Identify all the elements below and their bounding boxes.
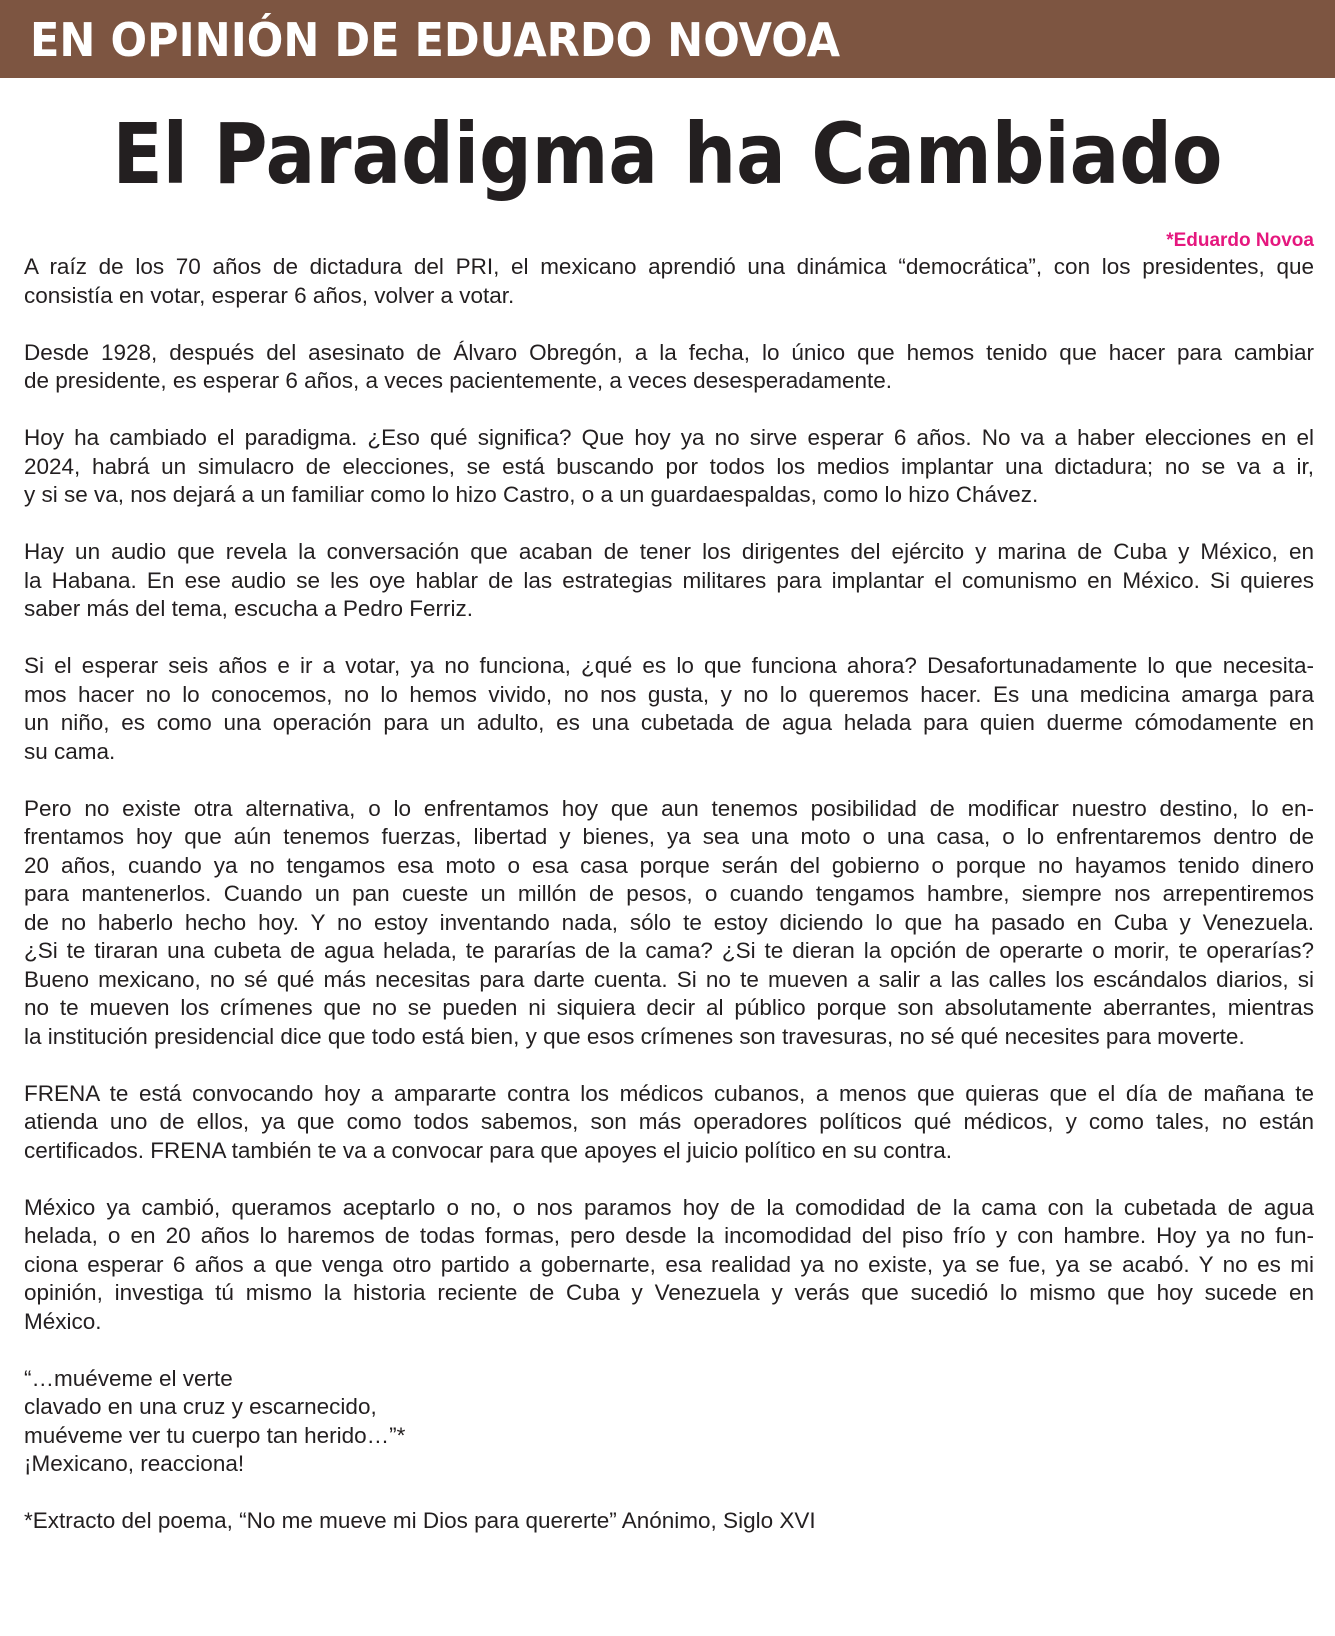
paragraph-line: atienda uno de ellos, ya que como todos sabemos, son más operadores políticos qué médicos, y como tales, no están: [24, 1109, 1314, 1134]
paragraph-line: ciona esperar 6 años a que venga otro partido a gobernarte, esa realidad ya no existe, ya se fue, ya se acabó. Y no es mi: [24, 1251, 1314, 1277]
paragraph-line: Si el esperar seis años e ir a votar, ya no funciona, ¿qué es lo que funciona ahora? Desafortunadamente lo que necesita-: [24, 653, 1314, 678]
article-paragraph: [24, 253, 1314, 310]
paragraph-line: México ya cambió, queramos aceptarlo o no, o nos paramos hoy de la comodidad de la cama con la cubetada de agua: [24, 1194, 1314, 1220]
paragraph-line: Pero no existe otra alternativa, o lo enfrentamos hoy que aun tenemos posibilidad de modificar nuestro destino, lo en-: [24, 795, 1314, 821]
article-paragraph: [24, 339, 1314, 396]
poem-line: muéveme ver tu cuerpo tan herido…”*: [24, 1422, 406, 1448]
article-paragraph: [24, 1080, 1314, 1166]
article-headline: El Paradigma ha Cambiado: [112, 105, 1223, 203]
article-paragraph: [24, 795, 1314, 1052]
paragraph-line: 2024, habrá un simulacro de elecciones, se está buscando por todos los medios implantar una dictadura; no se va a ir,: [24, 453, 1314, 479]
poem-line: clavado en una cruz y escarnecido,: [24, 1394, 377, 1419]
paragraph-line: la institución presidencial dice que todo está bien, y que esos crímenes son travesuras, no sé qué necesites para moverte.: [24, 1023, 1245, 1049]
paragraph-line: ¿Si te tiraran una cubeta de agua helada, te pararías de la cama? ¿Si te dieran la opción de operarte o morir, te operarías?: [24, 938, 1314, 963]
paragraph-line: consistía en votar, esperar 6 años, volver a votar.: [24, 282, 515, 308]
paragraph-line: México.: [24, 1308, 102, 1334]
paragraph-line: de no haberlo hecho hoy. Y no estoy inventando nada, sólo te estoy diciendo lo que ha pasado en Cuba y Venezuela.: [24, 909, 1314, 935]
poem-line: “…muéveme el verte: [24, 1365, 233, 1391]
paragraph-line: mos hacer no lo conocemos, no lo hemos vivido, no nos gusta, y no lo queremos hacer. Es una medicina amarga para: [24, 681, 1314, 707]
paragraph-line: la Habana. En ese audio se les oye hablar de las estrategias militares para implantar el comunismo en México. Si quieres: [24, 567, 1314, 593]
article-paragraph: [24, 424, 1314, 510]
paragraph-line: FRENA te está convocando hoy a ampararte contra los médicos cubanos, a menos que quieras que el día de mañana te: [24, 1080, 1314, 1106]
paragraph-line: Hay un audio que revela la conversación que acaban de tener los dirigentes del ejército y marina de Cuba y México, en: [24, 539, 1314, 564]
paragraph-line: un niño, es como una operación para un adulto, es una cubetada de agua helada para quien duerme cómodamente en: [24, 710, 1314, 735]
paragraph-line: Hoy ha cambiado el paradigma. ¿Eso qué significa? Que hoy ya no sirve esperar 6 años. No va a haber elecciones en el: [24, 425, 1314, 450]
paragraph-line: 20 años, cuando ya no tengamos esa moto o esa casa porque serán del gobierno o porque no hayamos tenido dinero: [24, 852, 1314, 878]
article-paragraph: [24, 1194, 1314, 1337]
paragraph-line: Bueno mexicano, no sé qué más necesitas para darte cuenta. Si no te mueven a salir a las calles los escándalos diarios, si: [24, 966, 1314, 992]
poem-excerpt: [24, 1365, 1314, 1479]
paragraph-line: A raíz de los 70 años de dictadura del PRI, el mexicano aprendió una dinámica “democrática”, con los presidentes, que: [24, 254, 1314, 279]
paragraph-line: de presidente, es esperar 6 años, a veces pacientemente, a veces desesperadamente.: [24, 368, 893, 393]
paragraph-line: y si se va, nos dejará a un familiar como lo hizo Castro, o a un guardaespaldas, como lo hizo Chávez.: [24, 482, 1039, 507]
paragraph-line: saber más del tema, escucha a Pedro Ferriz.: [24, 596, 473, 621]
paragraph-line: opinión, investiga tú mismo la historia reciente de Cuba y Venezuela y verás que sucedió lo mismo que hoy sucede en: [24, 1280, 1314, 1305]
footnote: *Extracto del poema, “No me mueve mi Dios para quererte” Anónimo, Siglo XVI: [24, 1508, 816, 1533]
article-paragraph: [24, 538, 1314, 624]
paragraph-line: para mantenerlos. Cuando un pan cueste un millón de pesos, o cuando tengamos hambre, siempre nos arrepentiremos: [24, 881, 1314, 906]
poem-line: ¡Mexicano, reacciona!: [24, 1451, 245, 1476]
article-body: [24, 253, 1314, 1536]
paragraph-line: helada, o en 20 años lo haremos de todas formas, pero desde la incomodidad del piso frío y con hambre. Hoy ya no fun-: [24, 1223, 1314, 1248]
paragraph-line: frentamos hoy que aún tenemos fuerzas, libertad y bienes, ya sea una moto o una casa, o lo enfrentaremos dentro de: [24, 824, 1314, 849]
paragraph-line: certificados. FRENA también te va a convocar para que apoyes el juicio político en su contra.: [24, 1137, 952, 1163]
paragraph-line: su cama.: [24, 738, 116, 764]
section-banner-title: EN OPINIÓN DE EDUARDO NOVOA: [30, 13, 841, 67]
section-banner: [0, 0, 1335, 78]
paragraph-line: no te mueven los crímenes que no se pueden ni siquiera decir al público porque son absolutamente aberrantes, mientras: [24, 995, 1314, 1020]
article-paragraph: [24, 652, 1314, 766]
paragraph-line: Desde 1928, después del asesinato de Álvaro Obregón, a la fecha, lo único que hemos tenido que hacer para cambiar: [24, 339, 1314, 365]
author-byline: *Eduardo Novoa: [1166, 230, 1314, 251]
